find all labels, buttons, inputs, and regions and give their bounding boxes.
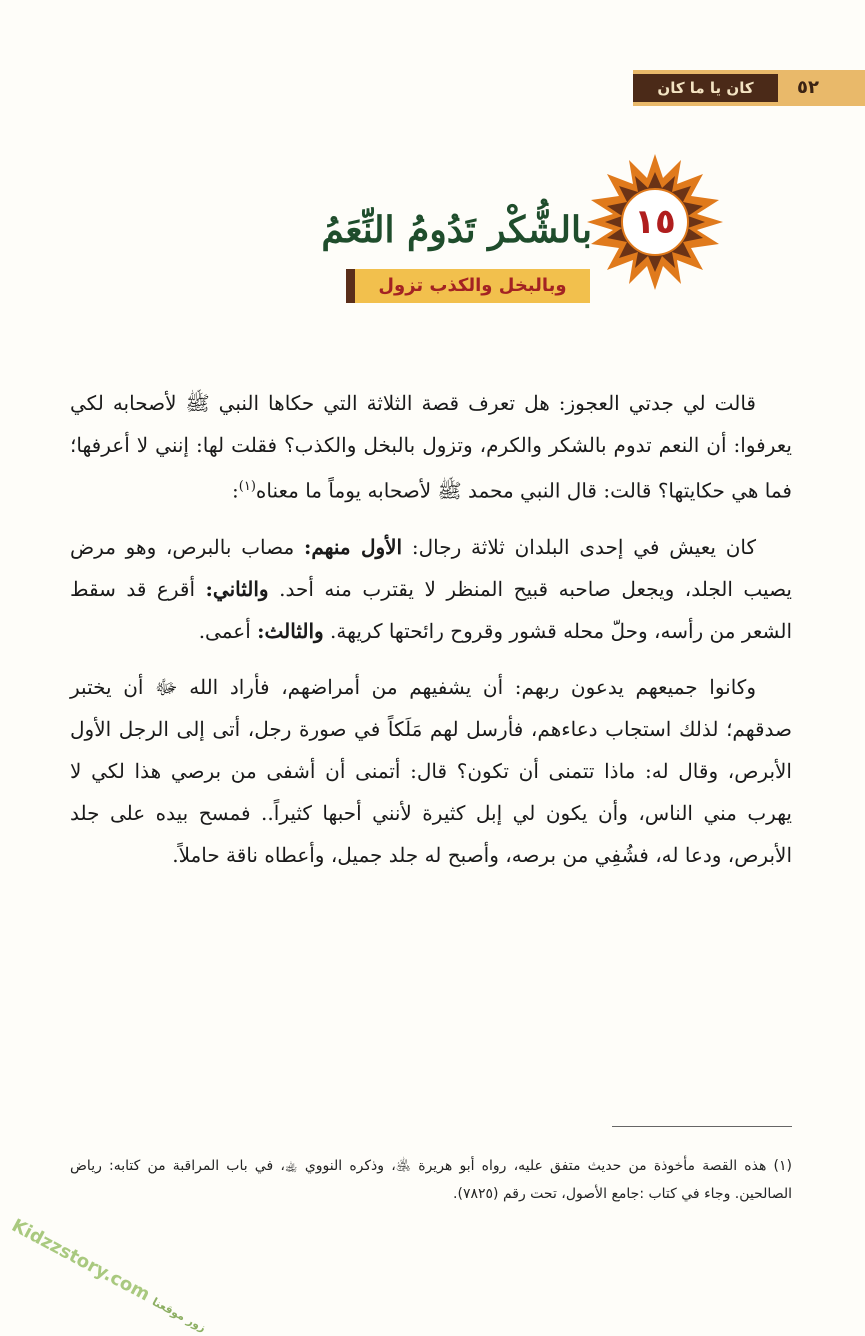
watermark-site: Kidzzstory.com [8,1215,154,1306]
paragraph-1-text: قالت لي جدتي العجوز: هل تعرف قصة الثلاثة التي حكاها النبي ﷺ لأصحابه لكي يعرفوا: أن النعم تدوم بالشكر والكرم، وتزول بالبخل والكذب؟ فقلت لها: إنني لا أعرفها؛ فما هي حكايتها؟ قالت: قال النبي محمد ﷺ لأصحابه يوماً ما معناه [70,391,792,503]
story-number-badge [585,152,725,292]
watermark-tagline: زور موقعنا [149,1295,209,1335]
footnote-divider [612,1126,792,1127]
book-title: كان يا ما كان [633,74,778,102]
paragraph-2-text-c: أقرع قد سقط الشعر من رأسه، وحلّ محله قشور وقروح رائحتها كريهة. [70,576,792,643]
paragraph-1 [70,382,792,512]
paragraph-2-text-d: أعمى. [198,618,258,643]
paragraph-1-end: : [232,478,239,503]
watermark [8,1215,211,1336]
footnote: (١) هذه القصة مأخوذة من حديث متفق عليه، رواه أبو هريرة ﵁، وذكره النووي ﵀، في باب المراقبة من كتابه: رياض الصالحين. وجاء في كتاب :جامع الأصول، تحت رقم (٧٨٢٥). [70,1158,792,1202]
story-body [70,382,792,890]
story-number: ١٥ [634,202,676,242]
footnote-ref: (١) [238,479,256,494]
paragraph-3: وكانوا جميعهم يدعون ربهم: أن يشفيهم من أمراضهم، فأراد الله ﷻ أن يختبر صدقهم؛ لذلك استجاب دعاءهم، فأرسل لهم مَلَكاً في صورة رجل، أتى إلى الرجل الأول الأبرص، وقال له: ماذا تتمنى أن تكون؟ قال: أتمنى أن أشفى من برصي هذا لكي لا يهرب مني الناس، وأن يكون لي إبل كثيرة لأنني أحبها كثيراً.. فمسح بيده على جلد الأبرص، ودعا له، فشُفِي من برصه، وأصبح له جلد جميل، وأعطاه ناقة حاملاً. [70,674,792,867]
paragraph-2-text-b: مصاب بالبرص، وهو مرض يصيب الجلد، ويجعل صاحبه قبيح المنظر لا يقترب منه أحد. [70,534,792,601]
story-title: بالشُّكْر تَدُومُ النِّعَمُ [321,209,592,251]
paragraph-2 [70,526,792,652]
story-subtitle: وبالبخل والكذب تزول [346,269,590,303]
page-number: ٥٢ [797,77,819,98]
label-first: الأول منهم: [303,534,403,559]
running-header [633,70,865,106]
label-third: والثالث: [257,618,324,643]
paragraph-2-text-a: كان يعيش في إحدى البلدان ثلاثة رجال: [402,534,757,559]
label-second: والثاني: [205,576,269,601]
